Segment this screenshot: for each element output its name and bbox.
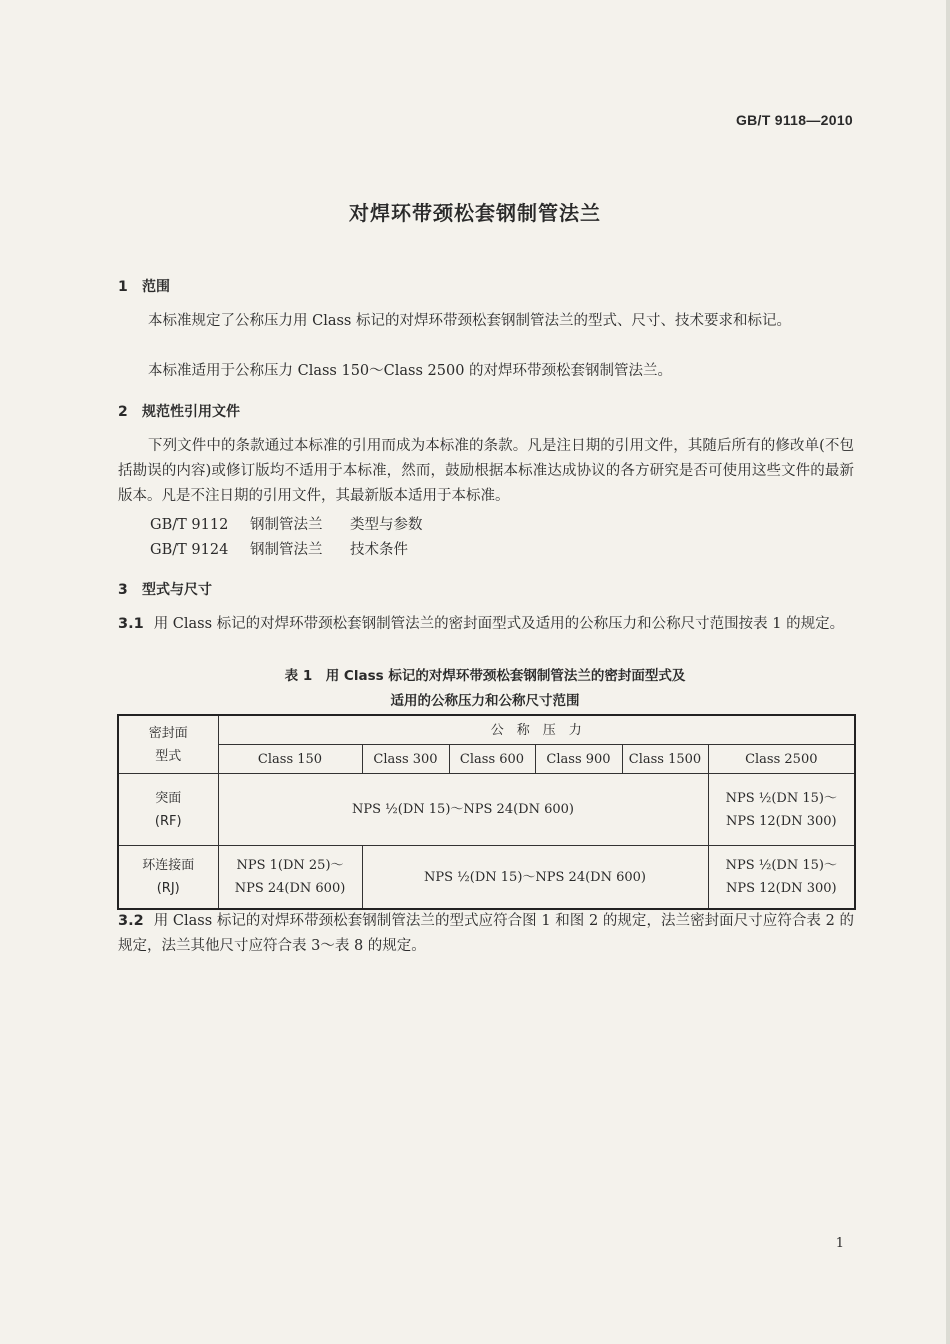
cell-line: (RJ)	[156, 881, 180, 896]
document-title: 对焊环带颈松套钢制管法兰	[349, 201, 601, 225]
table-header-row	[118, 715, 855, 745]
table-caption-line-1: 表 1 用 Class 标记的对焊环带颈松套钢制管法兰的密封面型式及	[284, 668, 686, 684]
section-number: 3	[118, 582, 128, 598]
reference-title: 钢制管法兰	[250, 542, 323, 558]
paragraph-normative-refs: 下列文件中的条款通过本标准的引用而成为本标准的条款。凡是注日期的引用文件，其随后所有的修改单(不包括勘误的内容)或修订版均不适用于本标准，然而，鼓励根据本标准达成协议的各方研究是否可使用这些文件的最新版本。凡是不注日期的引用文件，其最新版本适用于本标准。	[118, 438, 854, 504]
header-line: 型式	[155, 748, 182, 764]
reference-subtitle: 类型与参数	[350, 517, 423, 533]
cell-line: NPS ½(DN 15)～	[725, 858, 837, 873]
cell-line: NPS 12(DN 300)	[725, 813, 837, 829]
range-cell: NPS ½(DN 15)～NPS 24(DN 600)	[218, 774, 708, 846]
paragraph-scope-2: 本标准适用于公称压力 Class 150～Class 2500 的对焊环带颈松套钢制管法兰。	[148, 363, 673, 379]
range-cell	[708, 774, 855, 846]
cell-line: 突面	[155, 790, 182, 806]
cell-line: (RF)	[154, 813, 182, 829]
class-header: Class 2500	[708, 745, 855, 774]
pressure-range-table	[117, 714, 856, 910]
page-number: 1	[835, 1236, 844, 1251]
range-cell: NPS ½(DN 15)～NPS 24(DN 600)	[362, 846, 708, 910]
section-title: 范围	[142, 279, 170, 295]
cell-line: NPS 24(DN 600)	[234, 881, 346, 896]
header-nominal-pressure: 公 称 压 力	[218, 715, 855, 745]
class-header: Class 300	[362, 745, 449, 774]
section-1-heading	[118, 276, 170, 296]
paragraph-3-2	[118, 909, 854, 959]
clause-text: 用 Class 标记的对焊环带颈松套钢制管法兰的型式应符合图 1 和图 2 的规定，法兰密封面尺寸应符合表 2 的规定，法兰其他尺寸应符合表 3～表 8 的规定。	[118, 913, 854, 954]
range-cell	[708, 846, 855, 910]
sealing-type-cell	[118, 774, 218, 846]
reference-item	[150, 513, 423, 534]
paragraph-3-1	[118, 612, 854, 637]
reference-title: 钢制管法兰	[250, 517, 323, 533]
class-header: Class 600	[449, 745, 535, 774]
clause-number: 3.2	[118, 913, 144, 929]
cell-line: 环连接面	[142, 858, 195, 873]
cell-line: NPS 12(DN 300)	[725, 881, 837, 896]
reference-subtitle: 技术条件	[350, 542, 408, 558]
class-header: Class 1500	[622, 745, 708, 774]
clause-text: 用 Class 标记的对焊环带颈松套钢制管法兰的密封面型式及适用的公称压力和公称尺寸范围按表 1 的规定。	[153, 616, 845, 632]
table-caption-line-2: 适用的公称压力和公称尺寸范围	[390, 693, 580, 709]
cell-line: NPS 1(DN 25)～	[236, 858, 344, 873]
section-2-heading	[118, 401, 240, 421]
section-title: 规范性引用文件	[142, 404, 240, 420]
class-header: Class 150	[218, 745, 362, 774]
sealing-type-cell	[118, 846, 218, 910]
clause-number: 3.1	[118, 616, 144, 632]
header-sealing-face-type	[118, 715, 218, 774]
table-row-rj	[118, 846, 855, 910]
reference-code: GB/T 9112	[150, 517, 229, 533]
cell-line: NPS ½(DN 15)～	[725, 790, 837, 806]
reference-code: GB/T 9124	[150, 542, 229, 558]
range-cell	[218, 846, 362, 910]
section-number: 1	[118, 279, 128, 295]
class-header: Class 900	[535, 745, 622, 774]
standard-number: GB/T 9118—2010	[735, 112, 853, 128]
reference-item	[150, 538, 408, 559]
section-3-heading	[118, 579, 212, 599]
table-class-row	[118, 745, 855, 774]
table-row-rf	[118, 774, 855, 846]
header-line: 密封面	[148, 725, 188, 741]
section-number: 2	[118, 404, 128, 420]
section-title: 型式与尺寸	[142, 582, 212, 598]
paragraph-scope-1: 本标准规定了公称压力用 Class 标记的对焊环带颈松套钢制管法兰的型式、尺寸、技术要求和标记。	[148, 313, 791, 329]
